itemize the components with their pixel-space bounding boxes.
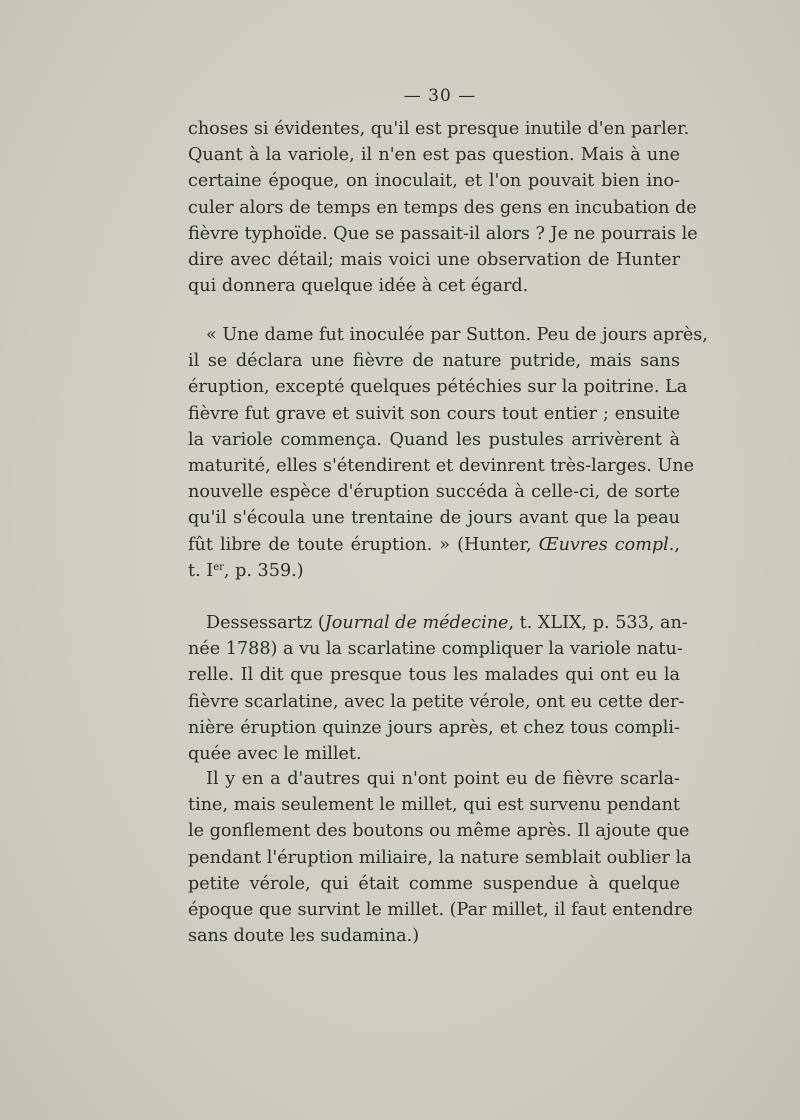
text-line: nouvelle espèce d'éruption succéda à celle-ci, de sorte	[188, 482, 680, 503]
journal-reference: , t. XLIX, p. 533, an-	[508, 613, 688, 633]
text-line: nière éruption quinze jours après, et chez tous compli-	[188, 717, 680, 738]
text-line: culer alors de temps en temps des gens en incubation de	[188, 197, 697, 218]
superscript: er	[213, 561, 224, 573]
text-line: le gonflement des boutons ou même après. Il ajoute que	[188, 821, 690, 842]
text-line: maturité, elles s'étendirent et devinrent très-larges. Une	[188, 456, 695, 477]
text-line: née 1788) a vu la scarlatine compliquer la variole natu-	[188, 639, 683, 660]
text-line: époque que survint le millet. (Par millet, il faut entendre	[188, 900, 693, 921]
text-line: sans doute les sudamina.)	[188, 926, 420, 947]
text-line: dire avec détail; mais voici une observation de Hunter	[188, 250, 680, 271]
text-line: choses si évidentes, qu'il est presque inutile d'en parler.	[188, 119, 690, 139]
citation-line	[188, 532, 680, 558]
citation-text: fût libre de toute éruption. » (Hunter,	[188, 534, 539, 555]
paragraph-3	[188, 610, 688, 767]
citation-page: , p. 359.)	[223, 560, 304, 581]
paragraph-1	[188, 116, 698, 299]
text-line: petite vérole, qui était comme suspendue à quelque	[188, 873, 680, 894]
text-line: certaine époque, on inoculait, et l'on pouvait bien ino-	[188, 171, 680, 192]
text-line: fièvre scarlatine, avec la petite vérole, ont eu cette der-	[188, 691, 685, 712]
text-line: relle. Il dit que presque tous les malades qui ont eu la	[188, 665, 680, 686]
quotation-paragraph	[188, 322, 708, 584]
text-line: qu'il s'écoula une trentaine de jours avant que la peau	[188, 508, 680, 529]
text-line: fièvre fut grave et suivit son cours tout entier ; ensuite	[188, 403, 680, 424]
citation-line	[188, 558, 680, 584]
text-line: il se déclara une fièvre de nature putride, mais sans	[188, 351, 680, 372]
paragraph-4	[188, 766, 693, 949]
text-line: tine, mais seulement le millet, qui est survenu pendant	[188, 795, 680, 816]
text-line	[188, 610, 688, 636]
citation-punct: ,	[674, 534, 680, 555]
text-line: fièvre typhoïde. Que se passait-il alors ? Je ne pourrais le	[188, 223, 698, 244]
author-name: Dessessartz (	[206, 613, 325, 633]
text-line: qui donnera quelque idée à cet égard.	[188, 276, 529, 297]
text-line: Quant à la variole, il n'en est pas question. Mais à une	[188, 145, 680, 166]
journal-title-italic: Journal de médecine	[324, 613, 509, 633]
text-line: « Une dame fut inoculée par Sutton. Peu de jours après,	[206, 325, 708, 345]
text-line: quée avec le millet.	[188, 744, 362, 765]
page-number: — 30 —	[403, 86, 477, 106]
text-line: la variole commença. Quand les pustules arrivèrent à	[188, 429, 680, 450]
text-line: Il y en a d'autres qui n'ont point eu de fièvre scarla-	[206, 769, 680, 789]
text-line: éruption, excepté quelques pétéchies sur la poitrine. La	[188, 377, 688, 398]
citation-volume: t. I	[188, 560, 214, 581]
text-line: pendant l'éruption miliaire, la nature semblait oublier la	[188, 847, 692, 868]
book-title-italic: Œuvres compl.	[538, 534, 675, 555]
